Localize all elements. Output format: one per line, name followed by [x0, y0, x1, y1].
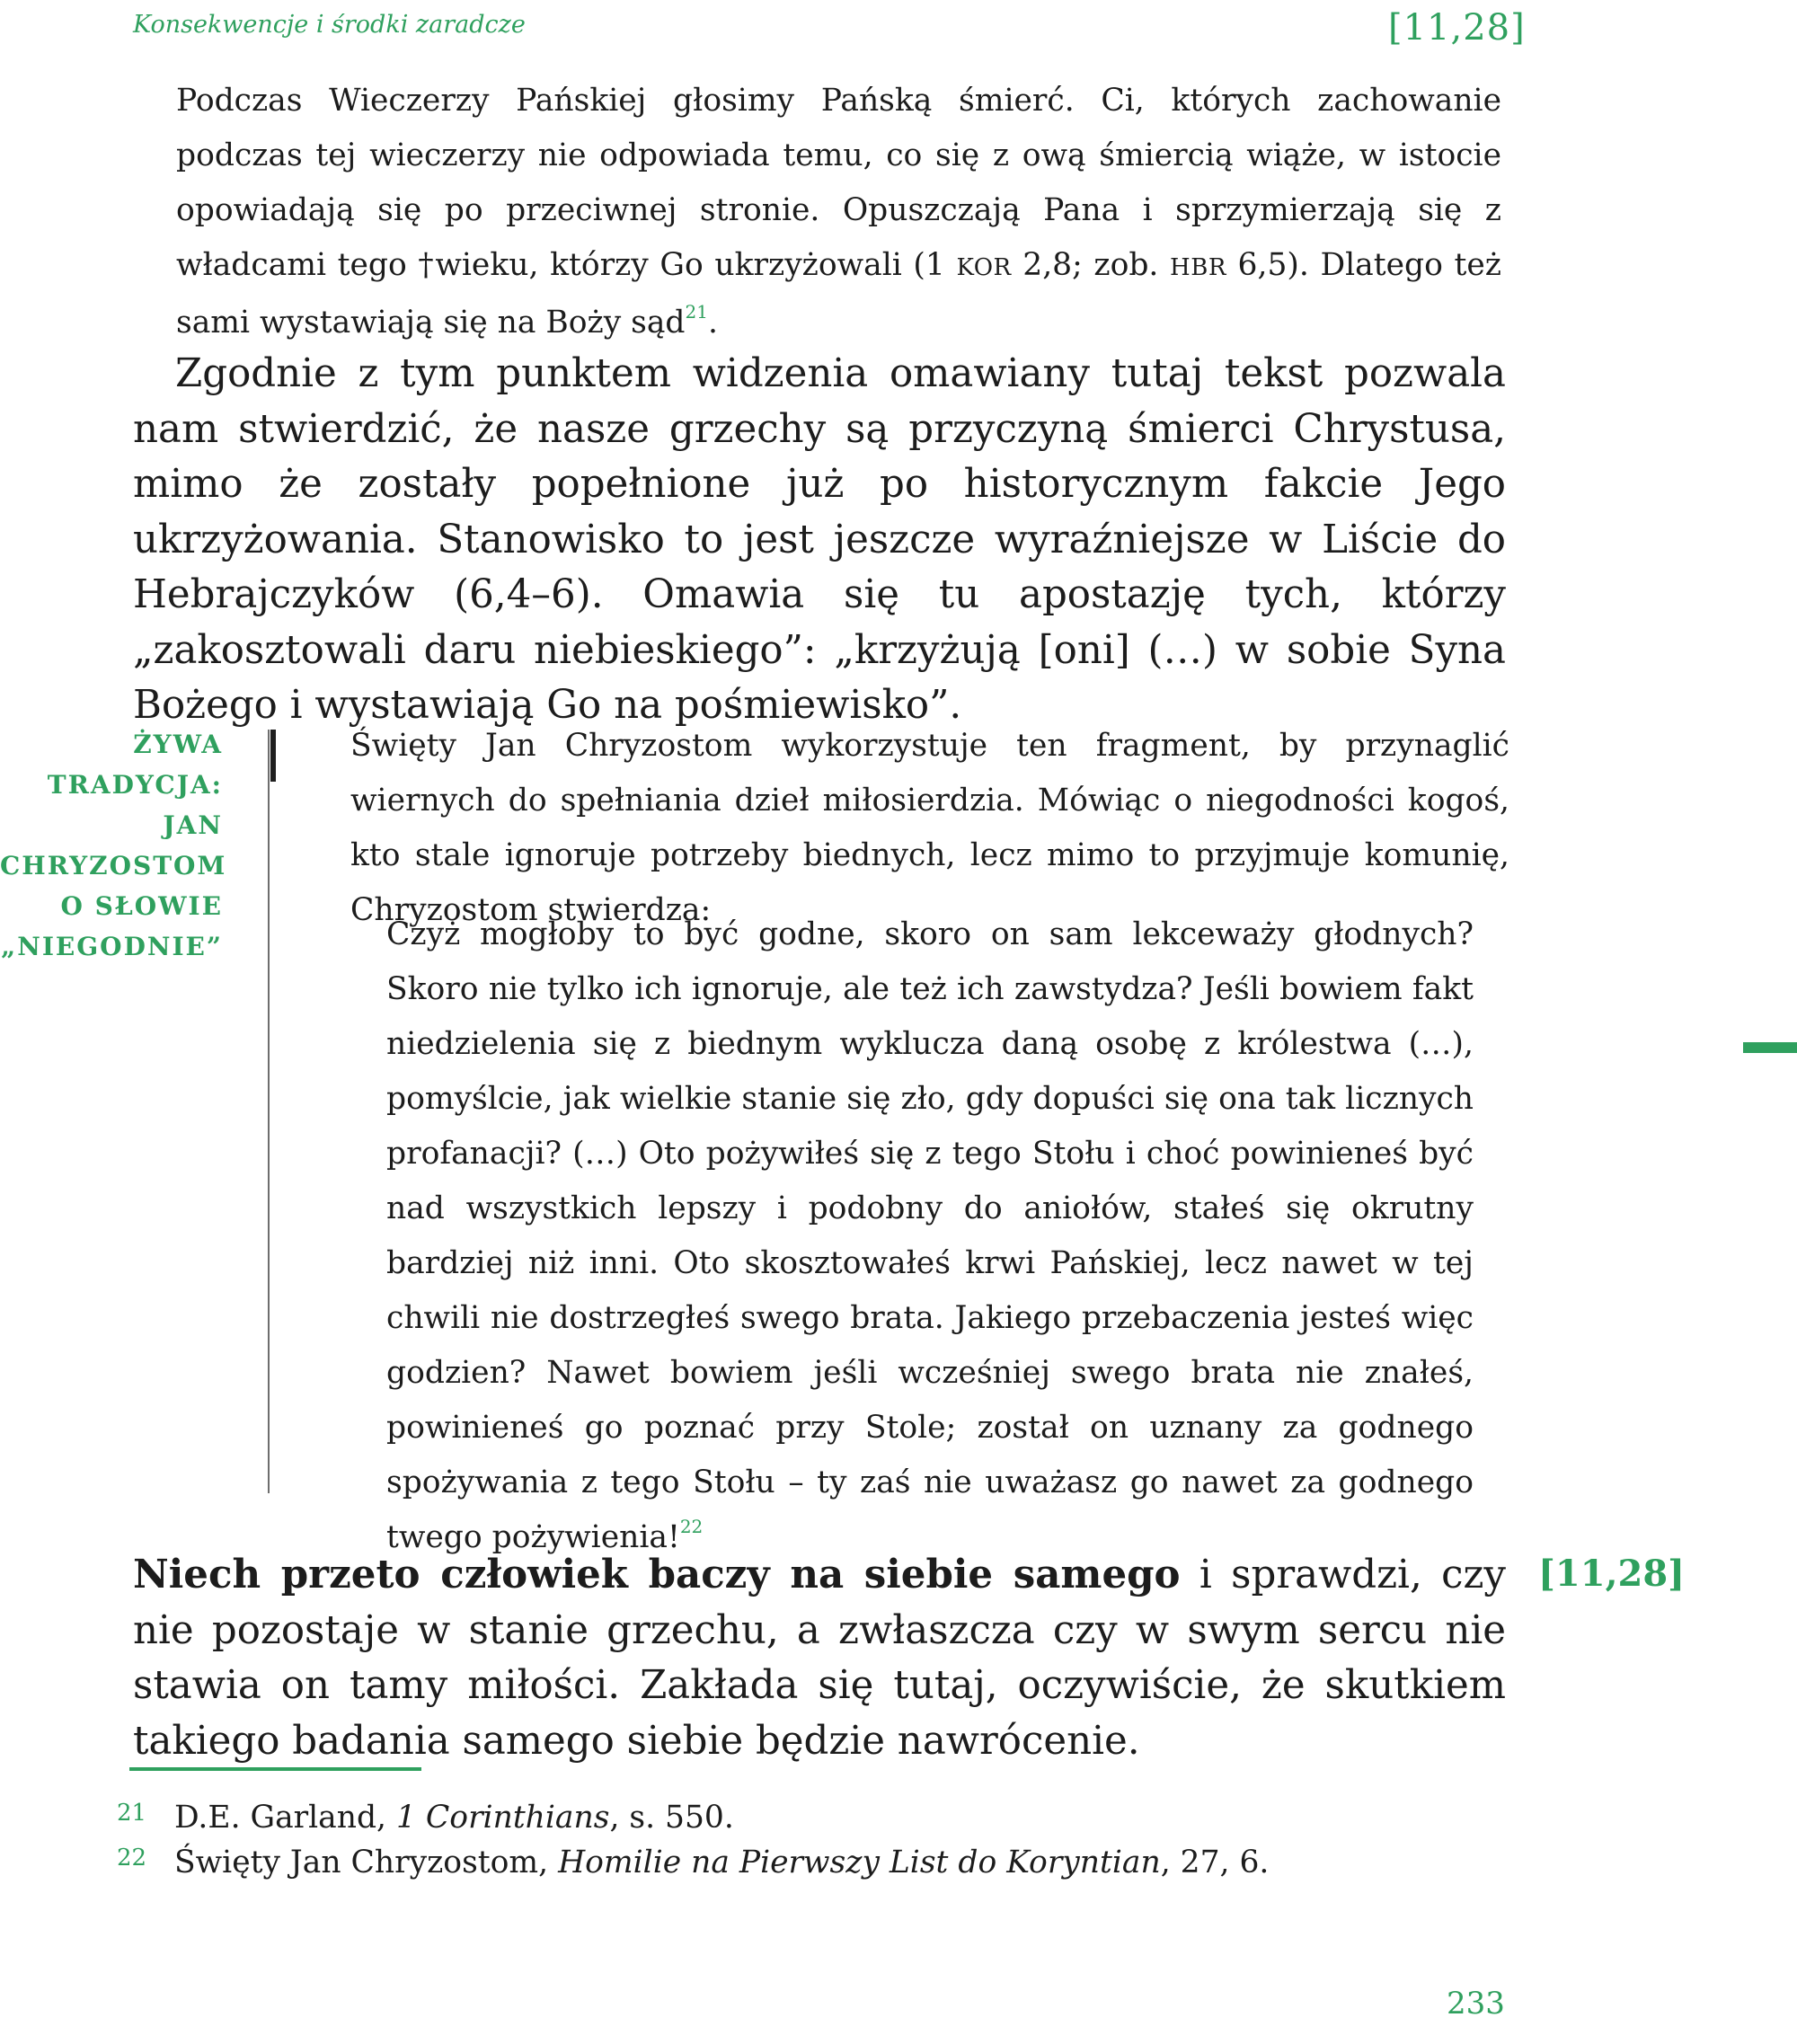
sidebar-title-line: JAN	[163, 810, 223, 840]
paragraph2-rest: i sprawdzi, czy nie pozostaje w stanie grzechu, a zwłaszcza czy w swym sercu nie stawia on tamy miłości. Zakłada się tutaj, oczywiście, że skutkiem takiego badania samego siebie będzie nawrócenie.	[133, 1553, 1506, 1764]
intro-text-b: 2,8; zob.	[1011, 247, 1171, 283]
footnote-ref-22[interactable]: 22	[679, 1516, 704, 1537]
verse-reference-top: [11,28]	[1388, 7, 1526, 49]
footnote-number: 22	[117, 1845, 147, 1871]
running-head: Konsekwencje i środki zaradcze	[133, 11, 526, 39]
sidebar-title-line: ŻYWA	[133, 730, 223, 759]
verse-reference-margin: [11,28]	[1538, 1553, 1686, 1595]
bold-lemma: Niech przeto człowiek baczy na siebie samego	[133, 1552, 1181, 1597]
chapter-edge-tab	[1743, 1042, 1797, 1053]
intro-text-c: 6,5). Dlatego też sami wystawiają się na Boży sąd	[176, 247, 1501, 341]
sidebar-title-line: O SŁOWIE	[60, 891, 223, 921]
sidebar-title-line: CHRYZOSTOM	[0, 851, 227, 880]
body-paragraph-1: Zgodnie z tym punktem widzenia omawiany tutaj tekst pozwala nam stwierdzić, że nasze grzechy są przyczyną śmierci Chrystusa, mimo że zostały popełnione już po historycznym fakcie Jego ukrzyżowania. Stanowisko to jest jeszcze wyraźniejsze w Liście do Hebrajczyków (6,4–6). Omawia się tu apostazję tych, którzy „zakosztowali daru niebieskiego”: „krzyżują [oni] (…) w sobie Syna Bożego i wystawiają Go na pośmiewisko”.	[133, 351, 1506, 728]
abbr-kor: KOR	[956, 254, 1012, 281]
footnote-text: Święty Jan Chryzostom,	[174, 1845, 559, 1880]
sidebar-divider-marker	[270, 730, 276, 782]
footnote-21	[117, 1793, 734, 1837]
footnote-title: 1 Corinthians	[395, 1800, 610, 1836]
abbr-hbr: HBR	[1170, 254, 1226, 281]
sidebar-title-line: TRADYCJA:	[47, 770, 223, 800]
intro-text-end: .	[707, 305, 718, 341]
sidebar-title	[0, 724, 227, 967]
sidebar-divider-line	[268, 730, 270, 1493]
footnote-text: , 27, 6.	[1160, 1845, 1270, 1880]
footnote-text: D.E. Garland,	[174, 1800, 396, 1836]
footnote-ref-21[interactable]: 21	[685, 301, 708, 323]
sidebar-intro: Święty Jan Chryzostom wykorzystuje ten fragment, by przynaglić wiernych do spełniania dzieł miłosierdzia. Mówiąc o niegodności kogoś, kto stale ignoruje potrzeby biednych, lecz mimo to przyjmuje komunię, Chryzostom stwierdza:	[350, 728, 1509, 928]
footnote-text: , s. 550.	[609, 1800, 734, 1836]
intro-paragraph	[176, 74, 1501, 350]
intro-text-a: Podczas Wieczerzy Pańskiej głosimy Pańską śmierć. Ci, których zachowanie podczas tej wieczerzy nie odpowiada temu, co się z ową śmiercią wiąże, w istocie opowiadają się po przeciwnej stronie. Opuszczają Pana i sprzymierzają się z władcami tego †wieku, którzy Go ukrzyżowali (1	[176, 83, 1501, 283]
footnote-title: Homilie na Pierwszy List do Koryntian	[558, 1845, 1161, 1880]
footnote-22	[117, 1838, 1269, 1882]
body-paragraph-2	[133, 1547, 1506, 1769]
chrysostom-quote	[386, 907, 1474, 1565]
sidebar-title-line: „NIEGODNIE”	[1, 932, 223, 961]
page-number: 233	[1447, 1986, 1505, 2022]
quote-text: Czyż mogłoby to być godne, skoro on sam lekceważy głodnych? Skoro nie tylko ich ignoruje, ale też ich zawstydza? Jeśli bowiem fakt niedzielenia się z biednym wyklucza daną osobę z królestwa (…), pomyślcie, jak wielkie stanie się zło, gdy dopuści się ona tak licznych profanacji? (…) Oto pożywiłeś się z tego Stołu i choć powinieneś być nad wszystkich lepszy i podobny do aniołów, stałeś się okrutny bardziej niż inni. Oto skosztowałeś krwi Pańskiej, lecz nawet w tej chwili nie dostrzegłeś swego brata. Jakiego przebaczenia jesteś więc godzien? Nawet bowiem jeśli wcześniej swego brata nie znałeś, powinieneś go poznać przy Stole; został on uznany za godnego spożywania z tego Stołu – ty zaś nie uważasz go nawet za godnego twego pożywienia!	[386, 916, 1474, 1555]
footnote-rule	[129, 1767, 421, 1771]
footnote-number: 21	[117, 1800, 147, 1827]
